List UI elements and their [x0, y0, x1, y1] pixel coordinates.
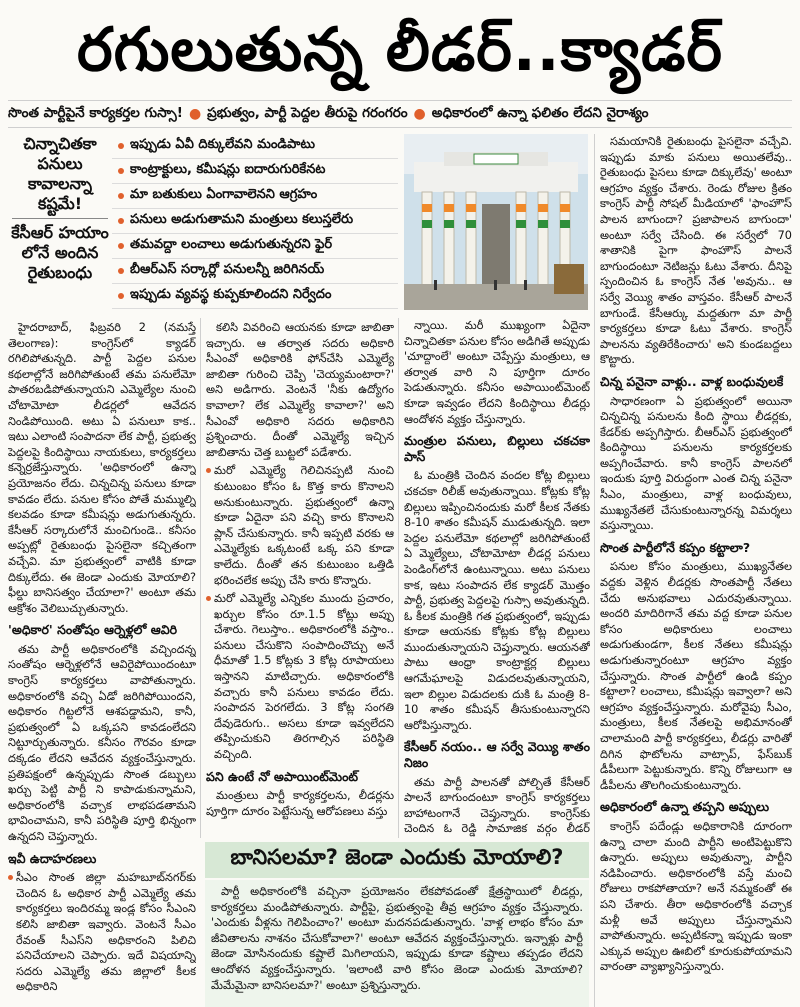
key-point [112, 209, 398, 234]
column-2 [206, 320, 394, 838]
bullet-icon: ● [413, 106, 426, 122]
key-point-text: ఇప్పుడు వ్యవస్థ కుప్పకూలిందని నిర్వేదం [130, 287, 332, 302]
key-point [112, 134, 398, 159]
paragraph: కలిసి వివరించి ఆయనకు కూడా జాబితా ఇచ్చారు. ఆ తర్వాత సదరు అధికారి సీఎంవో అధికారికి ఫోన్‌చేసి ఎమ్మెల్యే జాబితా గురించి చెప్పి 'చెయ్యమంటారా?' అని అడిగారు. వెంటనే 'నీకు ఉద్యోగం కావాలా? లేక ఎమ్మెల్యే కావాలా?' అని సీఎంవో అధికారి సదరు అధికారిని ప్రశ్నించారు. దీంతో ఎమ్మెల్యే ఇచ్చిన జాబితాను చెత్త బుట్టలో పడేశారు. [206, 321, 394, 459]
box-story [205, 880, 589, 1007]
column-1 [8, 320, 196, 1007]
section-heading: పని ఉంటే నో అపాయింట్‌మెంట్ [206, 768, 359, 784]
column-3 [404, 318, 590, 838]
paragraph: హైదరాబాద్, ఫిబ్రవరి 2 (నమస్తే తెలంగాణ): కాంగ్రెస్‌లో క్యాడర్ రగిలిపోతున్నది. పార్టీ పెద్దల పనుల కథలాల్లోనే జరిగిపోతుంటే తమ పనులేమో పాతరబడిపోతున్నాయని ఎమ్మెల్యేల నుంచి చోటామోటా లీడర్లలో ఆవేదన నిండిపోయింది. అటు ఏ పనులూ కాక.. ఇటు ఎలాంటి సంపాదనా లేక పార్టీ, ప్రభుత్వ పెద్దలపై కిందిస్థాయి నాయకులు, కార్యకర్తలు కన్నెర్రజేస్తున్నారు. 'అధికారంలో ఉన్నా ప్రయోజనం లేదు. చిన్నచిన్న పనులు కూడా కావడం లేదు. పనుల కోసం పోతే మమ్ముల్ని కలవడం కూడా కమీషన్లు అడుగుతున్నరు. కేసీఆర్ సర్కారులోనే మంచిగుండె.. కనీసం అప్పట్లో రైతుబంధు పైసలైనా కచ్చితంగా వచ్చేవి. మా ప్రభుత్వంలో వాటికి కూడా దిక్కులేదు. ఈ జెండా ఎందుకు మోయాలి? ఫీల్డు బానిసత్వం చేయాలా?' అంటూ తమ ఆక్రోశం వెలిబుచ్చుతున్నారు. [8, 321, 196, 615]
key-point [112, 184, 398, 209]
paragraph: న్నాయి. మరీ ముఖ్యంగా ఏదైనా చిన్నాచితకా పనుల కోసం అడిగితే అప్పుడు 'చూద్దాంలే' అంటూ చెప్పేస్తు మంత్రులు, ఆ తర్వాత వారి ని పూర్తిగా దూరం పెడుతున్నారు. కనీసం అపాయింట్‌మెంట్ కూడా ఇవ్వడం లేదని కిందిస్థాయి లీడర్లు ఆందోళన వ్యక్తం చేస్తున్నారు. [404, 319, 590, 426]
column-divider [398, 318, 399, 838]
building-photo [404, 134, 588, 310]
section-heading: 'అధికార' సంతోషం ఆర్నెళ్లలో ఆవిరి [8, 622, 178, 638]
side-quote-2: కేసీఆర్ హయాం లోనే అందిన రైతుబంధు [11, 223, 109, 282]
key-point [112, 284, 398, 309]
key-point-text: మా బతుకులు ఏంగావాలెనని ఆగ్రహం [130, 187, 318, 202]
key-point-text: కాంట్రాక్టులు, కమీషన్లు ఐదారుగురికేనట [130, 162, 326, 177]
section-heading: సొంత పార్టీలోనే కప్పం కట్టాలా? [600, 539, 751, 555]
paragraph: సమయానికి రైతుబంధు పైసలైనా వచ్చేవి. ఇప్పుడు మాకు పనులు అయితలేవు.. రైతుబంధు పైసలు కూడా దిక్కులేవు' అంటూ ఆగ్రహం వ్యక్తం చేశారు. రెండు రోజుల క్రితం కాంగ్రెస్ పార్టీ సోషల్ మీడియాలో 'ఫాంహౌస్ పాలన బాగుందా? ప్రజాపాలన బాగుందా' అంటూ సర్వే చేసింది. ఈ సర్వేలో 70 శాతానికి పైగా ఫాంహౌస్ పాలనే బాగుందంటూ నెటిజన్లు ఓటు వేశారు. దీనిపై స్పందించిన ఓ కాంగ్రెస్ నేత 'అవును.. ఆ సర్వే వెయ్యి శాతం వాస్తవం. కేసీఆర్ పాలనే బాగుండే. కేసీఆర్కు మద్దతుగా మా పార్టీ కార్యకర్తలు కూడా ఓటు వేశారు. కాంగ్రెస్ పాలనను వ్యతిరేకించారు' అని కుండబద్దలు కొట్టారు. [600, 135, 792, 367]
divider [12, 218, 108, 219]
key-point [112, 234, 398, 259]
key-point-text: పనులు అడుగుతామని మంత్రులు కలుస్తలేరు [130, 212, 354, 227]
section-heading: ఇవీ ఉదాహరణలు [8, 850, 97, 866]
bullet-icon: ● [188, 106, 202, 122]
column-divider [594, 134, 595, 1007]
key-point-text: ఇప్పుడు ఏవీ దిక్కులేవని మండిపాటు [130, 137, 315, 152]
key-point-text: తమవద్దా లంచాలు అడుగుతున్నరని ఫైర్ [130, 237, 333, 252]
subheadline-strip [8, 100, 792, 128]
subhead-1: సొంత పార్టీపైనే కార్యకర్తల గుస్సా! [8, 104, 183, 121]
bullet-icon [118, 168, 124, 174]
bullet-icon [118, 193, 124, 199]
bullet-icon [118, 143, 124, 149]
side-quote-1: చిన్నాచితకా పనులు కావాలన్నా కష్టమే! [23, 134, 97, 213]
key-point-text: బీఆర్ఎస్ సర్కార్లో పనులన్నీ జరిగినయ్ [130, 262, 325, 277]
example-paragraph: మరో ఎమ్మెల్యే ఎన్నికల ముందు ప్రచారం, ఖర్చుల కోసం రూ.1.5 కోట్లు అప్పు చేశారు. గెలుస్తాం.. అధికారంలోకి వస్తాం.. పనులు చేసుకొని సంపాదించొచ్చు అనే ధీమాతో 1.5 కోట్లకు 3 కోట్ల రూపాయలు ఇస్తానని మాటిచ్చారు. అధికారంలోకి వచ్చారు కానీ పనులు కావడం లేదు. సంపాదన పెరగలేదు. 3 కోట్ల సంగతి దేవుడెరుగు.. అసలు కూడా ఇవ్వలేదని తప్పించుకుని తిరగాల్సిన పరిస్థితి వచ్చింది. [206, 591, 394, 763]
key-points-list [112, 134, 398, 318]
headline: రగులుతున్న లీడర్..క్యాడర్ [77, 15, 723, 85]
subhead-3: అధికారంలో ఉన్నా ఫలితం లేదని నైరాశ్యం [431, 104, 649, 121]
example-paragraph: మరో ఎమ్మెల్యే గెలిచినప్పటి నుంచి కుటుంబం కోసం ఓ కొత్త కారు కొనాలని అనుకుంటున్నారు. ప్రభుత్వంలో ఉన్నా కూడా ఏదైనా పని వచ్చి కారు కొనాలని ప్లాన్ చేసుకున్నారు. కానీ ఇప్పటి వరకు ఆ ఎమ్మెల్యేకు ఒక్కటంటే ఒక్క పని కూడా కాలేదు. దీంతో తన కుటుంబం ఒత్తిడి భరించలేక అప్పు చేసి కారు కొన్నారు. [206, 463, 394, 588]
key-point [112, 159, 398, 184]
paragraph: కాంగ్రెస్ పదేండ్లు అధికారానికి దూరంగా ఉన్నా చాలా మంది పార్టీని అంటిపెట్టుకొని ఉన్నారు. అప్పులు అవుతున్నా, పార్టీని నడిపించారు. అధికారంలోకి వస్తే మంచి రోజులు రాకపోతాయా? అనే నమ్మకంతో ఈ పని చేశారు. తీరా అధికారంలోకి వచ్చాక మళ్లీ అవే అప్పులు చేస్తున్నామని వాపోతున్నారు. అప్పటికన్నా ఇప్పుడు ఇంకా ఎక్కువ అప్పుల ఊబిలో కూరుకుపోయామని వారంతా వ్యాఖ్యానిస్తున్నారు. [600, 819, 792, 974]
paragraph: సాధారణంగా ఏ ప్రభుత్వంలో అయినా చిన్నచిన్న పనులను కింది స్థాయి లీడర్లకు, కేడర్‌కు అప్పగిస్తారు. బీఆర్ఎస్ ప్రభుత్వంలో కిందిస్థాయి పనులను కార్యకర్తలకు అప్పగించేవారు. కానీ కాంగ్రెస్ పాలనలో ఇందుకు పూర్తి విరుద్ధంగా ఎంత చిన్న పనైనా సీఎం, మంత్రులు, వాళ్ల బంధువులు, ముఖ్యనేతలే చేసుకుంటున్నారన్న విమర్శలు వస్తున్నాయి. [600, 394, 792, 533]
example-paragraph: సీఎం సొంత జిల్లా మహబూబ్‌నగర్‌కు చెందిన ఓ అధికార పార్టీ ఎమ్మెల్యే తమ కార్యకర్తలు ఇందిరమ్మ ఇండ్ల కోసం సీఎంని కలిసి జాబితా ఇవ్వారు. వెంటనే సీఎం రేవంత్ సీఎస్‌ని అధికారంని పిలిచి పనిచేయాలని చెప్పారు. ఇదే విషయాన్ని సదరు ఎమ్మెల్యే తమ జిల్లాలో కీలక అధికారిని [8, 870, 196, 995]
bullet-icon [118, 243, 124, 249]
paragraph: ఓ మంత్రికి చెందిన వందల కోట్ల బిల్లులు చకచకా రిలీజ్ అవుతున్నాయి. కోట్లకు కోట్ల బిల్లులు ఇప్పించినందుకు మరో కీలక నేతకు 8-10 శాతం కమీషన్ ముడుతున్నది. ఇలా పెద్దల పనులేమో కథలాల్లో జరిగిపోతుంటే ఏ మ్మెల్యేలు, చోటామోటా లీడర్ల పనులు పెండింగ్‌లోనే ఉంటున్నాయి. అటు పనులు కాక, ఇటు సంపాదన లేక క్యాడర్ మొత్తం పార్టీ, ప్రభుత్వ పెద్దలపై గుస్సా అవుతున్నది. ఓ కీలక మంత్రికి గత ప్రభుత్వంలో, ఇప్పుడు కూడా ఆయనకు కోట్లకు కోట్ల బిల్లులు ముందుతున్నాయని చెప్తున్నారు. ఆయనతో పాటు ఆంధ్రా కాంట్రాక్టర్ల బిల్లులు ఆగమేఘాలపై విడుదలవుతున్నాయని, ఇలా బిల్లుల విడుదలకు దుకి ఓ మంత్రి 8-10 శాతం కమీషన్ తీసుకుంటున్నారని ఆరోపిస్తున్నారు. [404, 469, 590, 732]
section-heading: మంత్రుల పనులు, బిల్లులు చకచకా పాస్ [404, 433, 590, 464]
bullet-icon [118, 268, 124, 274]
paragraph: పనుల కోసం మంత్రులు, ముఖ్యనేతల వద్దకు వెళ్లిన లీడర్లకు సొంతపార్టీ నేతలు చేదు అనుభవాలు ఎదురవుతున్నాయి. అందరి మాదిరిగానే తమ వద్ద కూడా పనుల కోసం అధికారులు లంచాలు అడుగుతుండగా, కీలక నేతలు కమీషన్లు అడుగుతున్నారంటూ ఆగ్రహం వ్యక్తం చేస్తున్నారు. సొంత పార్టీలో ఉండి కప్పం కట్టాలా? లంచాలు, కమీషన్లు ఇవ్వాలా? అని ఆగ్రహం వ్యక్తంచేస్తున్నారు. మరోవైపు సీఎం, మంత్రులు, కీలక నేతలపై అభిమానంతో చాలామంది పార్టీ కార్యకర్తలు, లీడర్లు వారితో దిగిన ఫొటోలను వాట్సాప్, ఫేస్‌బుక్ డీపీలుగా పెట్టుకున్నారు. కొన్ని రోజులుగా ఆ డీపీలను తొలగించుకుంటున్నారు. [600, 560, 792, 792]
column-divider [200, 318, 201, 838]
bullet-icon [118, 218, 124, 224]
bullet-icon [118, 293, 124, 299]
section-heading: చిన్న పనైనా వాళ్లు.. వాళ్ల బంధువులకే [600, 373, 784, 389]
box-heading: బానిసలమా? జెండా ఎందుకు మోయాలి? [205, 842, 589, 878]
subhead-2: ప్రభుత్వం, పార్టీ పెద్దల తీరుపై గరంగరం [207, 104, 408, 121]
box-paragraph: పార్టీ అధికారంలోకి వచ్చినా ప్రయోజనం లేకపోవడంతో క్షేత్రస్థాయిలో లీడర్లు, కార్యకర్తలు మండిపోతున్నారు. పార్టీపై, ప్రభుత్వంపై తీవ్ర ఆగ్రహం వ్యక్తం చేస్తున్నారు. 'ఎందుకు వీళ్లను గెలిపించాం?' అంటూ మదనపడుతున్నారు. 'వాళ్ల లాభం కోసం మా జీవితాలను నాశనం చేసుకోవాలా?' అంటూ ఆవేదన వ్యక్తంచేస్తున్నారు. ఇన్నాళ్లు పార్టీ జెండా మోసినందుకు కష్టాలే మిగిలాయని, ఇప్పుడు కూడా కష్టాలు తప్పడం లేదని ఆందోళన వ్యక్తంచేస్తున్నారు. 'ఇలాంటి వారి కోసం జెండా ఎందుకు మోయాలి? మేమేమైనా బానిసలమా?' అంటూ ప్రశ్నిస్తున్నారు. [211, 885, 583, 992]
building-illustration [404, 134, 588, 310]
paragraph: మంత్రులు పార్టీ కార్యకర్తలను, లీడర్లను పూర్తిగా దూరం పెట్టేసున్న ఆరోపణలు వస్తు [206, 789, 394, 818]
section-heading: అధికారంలో ఉన్నా తప్పని అప్పులు [600, 799, 770, 815]
paragraph: తమ పార్టీ అధికారంలోకి వచ్చిందన్న సంతోషం ఆర్నెళ్లలోనే ఆవిరైపోయిందంటూ కాంగ్రెస్ కార్యకర్తలు వాపోతున్నారు. అధికారంలోకి వచ్చి ఏడో జరిగిపోయిందని, అధికారం గిట్టలోనే ఆశపడ్డామని, కానీ, ప్రభుత్వంలో ఏ ఒక్కపని కావడంలేదని నిట్టూర్చుతున్నారు. కనీసం గౌరవం కూడా దక్కడం లేదని ఆవేదన వ్యక్తంచేస్తున్నారు. ప్రతిపక్షంలో ఉన్నప్పుడు సొంత డబ్బులు ఖర్చు పెట్టి పార్టీ ని కాపాడుకున్నామని, అధికారంలోకి వచ్చాక లాభపడతామని భావించామని, కానీ పరిస్థితి పూర్తి భిన్నంగా ఉన్నదని చెప్తున్నారు. [8, 642, 196, 843]
paragraph: తమ పార్టీ పాలనతో పోల్చితే కేసీఆర్ పాలనే బాగుందంటూ కాంగ్రెస్ కార్యకర్తలు బాహాటంగానే చెప్తున్నారు. కాంగ్రెస్‌కు చెందిన ఓ రెడ్డి సామాజిక వర్గం లీడర్ [404, 775, 590, 836]
section-heading: కేసీఆర్ నయం.. ఆ సర్వే వెయ్యి శాతం నిజం [404, 739, 590, 771]
column-4 [600, 134, 792, 1007]
side-quote-box [8, 134, 112, 318]
key-point [112, 259, 398, 284]
